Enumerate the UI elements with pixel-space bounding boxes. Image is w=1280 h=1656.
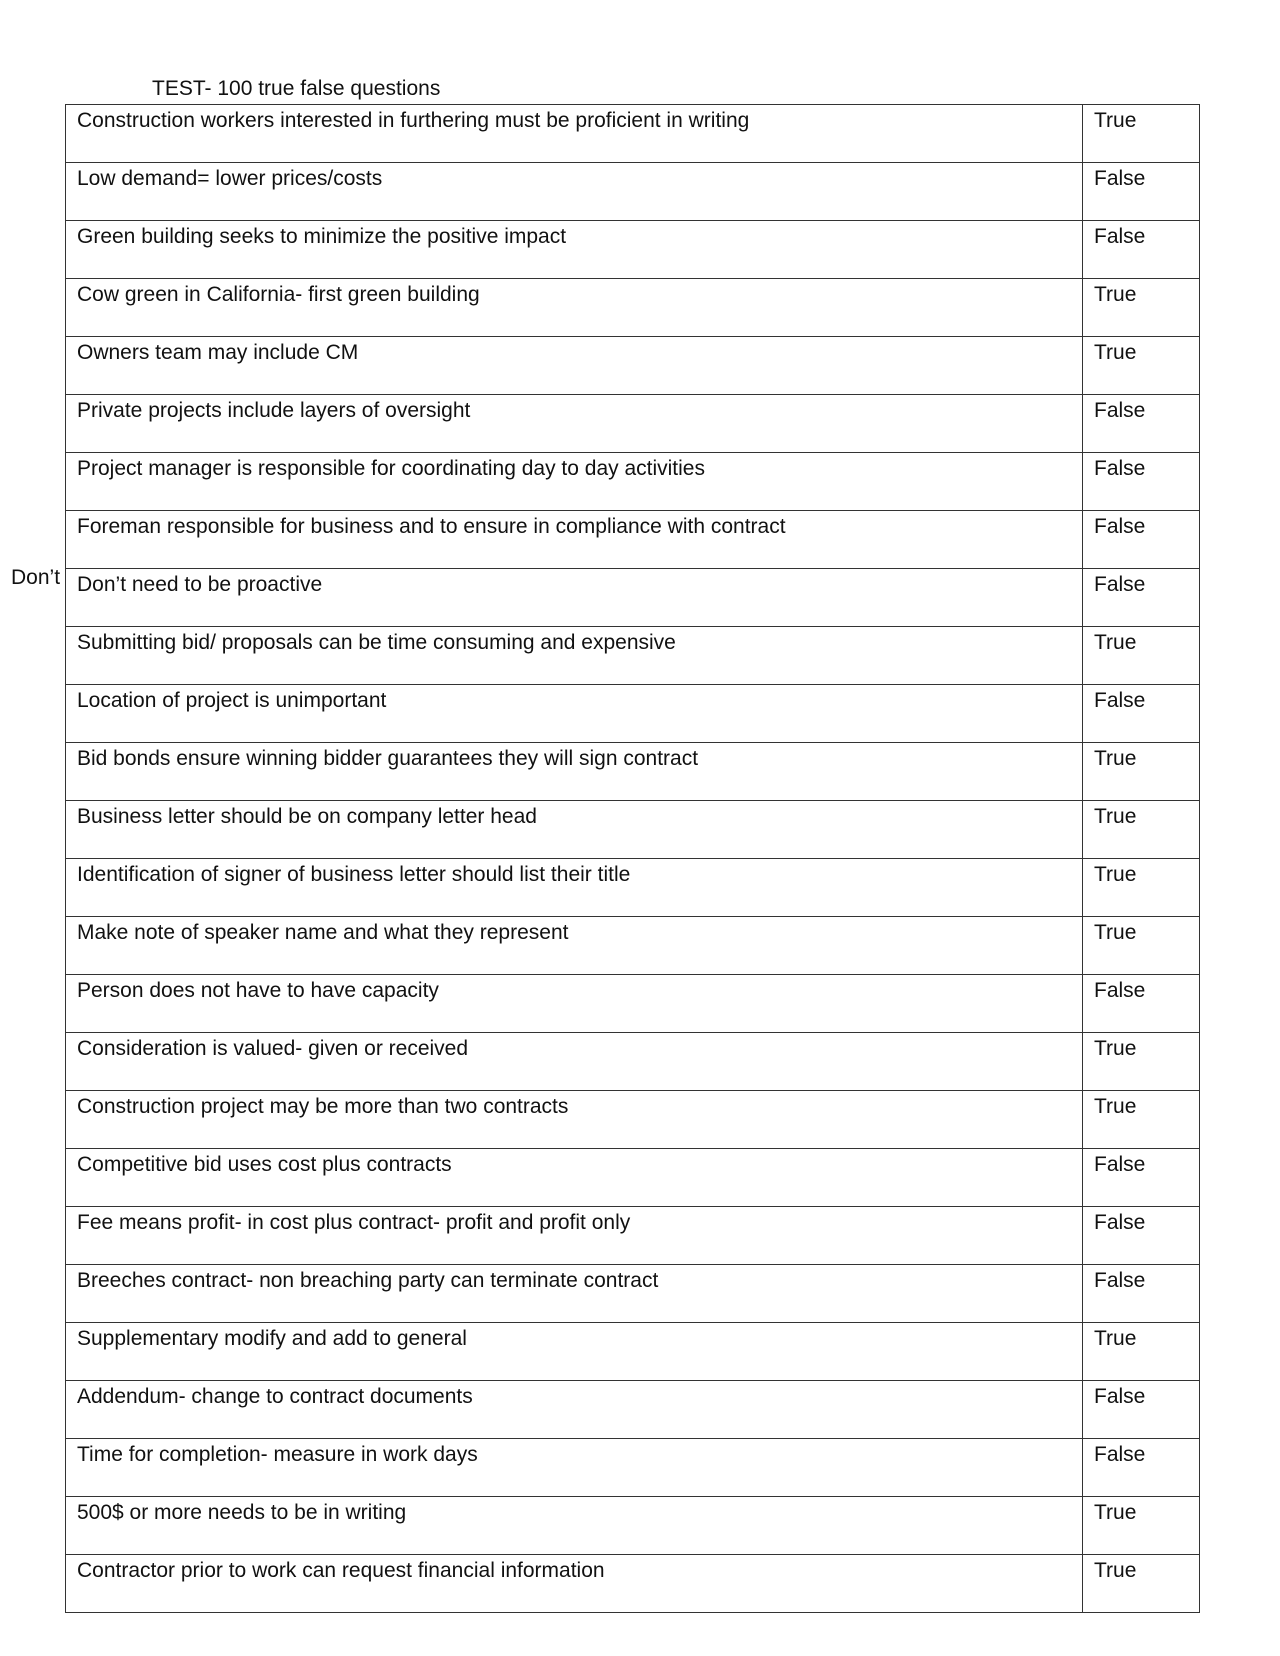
answer-text: True xyxy=(1094,863,1137,886)
answer-cell xyxy=(1083,1323,1200,1381)
question-cell xyxy=(66,221,1083,279)
answer-cell xyxy=(1083,1207,1200,1265)
answer-text: True xyxy=(1094,109,1137,132)
table-row xyxy=(66,1265,1200,1323)
answer-cell xyxy=(1083,1555,1200,1613)
answer-text: False xyxy=(1094,399,1146,422)
question-text: Construction project may be more than two contracts xyxy=(77,1095,569,1118)
table-row xyxy=(66,453,1200,511)
answer-cell xyxy=(1083,511,1200,569)
table-row xyxy=(66,163,1200,221)
answer-cell xyxy=(1083,1149,1200,1207)
question-cell xyxy=(66,627,1083,685)
table-row xyxy=(66,859,1200,917)
question-cell xyxy=(66,1381,1083,1439)
question-text: 500$ or more needs to be in writing xyxy=(77,1501,407,1524)
question-cell xyxy=(66,685,1083,743)
answer-text: False xyxy=(1094,1385,1146,1408)
question-text: Owners team may include CM xyxy=(77,341,359,364)
answer-cell xyxy=(1083,743,1200,801)
table-row xyxy=(66,1555,1200,1613)
table-row xyxy=(66,279,1200,337)
margin-note: Don’t xyxy=(11,566,61,589)
question-text: Supplementary modify and add to general xyxy=(77,1327,467,1350)
answer-cell xyxy=(1083,569,1200,627)
answer-text: True xyxy=(1094,341,1137,364)
answer-text: True xyxy=(1094,921,1137,944)
answer-cell xyxy=(1083,1091,1200,1149)
question-text: Don’t need to be proactive xyxy=(77,573,323,596)
answer-cell xyxy=(1083,395,1200,453)
answer-text: False xyxy=(1094,979,1146,1002)
answer-text: True xyxy=(1094,1501,1137,1524)
question-cell xyxy=(66,511,1083,569)
table-row xyxy=(66,337,1200,395)
question-cell xyxy=(66,1149,1083,1207)
answer-cell xyxy=(1083,163,1200,221)
question-cell xyxy=(66,859,1083,917)
question-cell xyxy=(66,337,1083,395)
question-cell xyxy=(66,1265,1083,1323)
question-table-body xyxy=(66,105,1200,1613)
answer-text: False xyxy=(1094,457,1146,480)
answer-text: True xyxy=(1094,631,1137,654)
answer-cell xyxy=(1083,1497,1200,1555)
question-text: Foreman responsible for business and to ensure in compliance with contract xyxy=(77,515,786,538)
question-cell xyxy=(66,569,1083,627)
answer-text: True xyxy=(1094,1037,1137,1060)
answer-cell xyxy=(1083,917,1200,975)
table-row xyxy=(66,1149,1200,1207)
table-row xyxy=(66,627,1200,685)
answer-text: True xyxy=(1094,283,1137,306)
question-text: Cow green in California- first green building xyxy=(77,283,480,306)
document-title: TEST- 100 true false questions xyxy=(152,77,441,100)
question-cell xyxy=(66,105,1083,163)
question-text: Construction workers interested in furthering must be proficient in writing xyxy=(77,109,750,132)
answer-text: False xyxy=(1094,515,1146,538)
table-row xyxy=(66,1207,1200,1265)
question-cell xyxy=(66,917,1083,975)
question-cell xyxy=(66,395,1083,453)
table-row xyxy=(66,801,1200,859)
answer-cell xyxy=(1083,221,1200,279)
answer-cell xyxy=(1083,279,1200,337)
answer-text: False xyxy=(1094,1443,1146,1466)
answer-text: True xyxy=(1094,747,1137,770)
answer-text: True xyxy=(1094,1559,1137,1582)
question-text: Identification of signer of business letter should list their title xyxy=(77,863,631,886)
answer-cell xyxy=(1083,105,1200,163)
answer-cell xyxy=(1083,627,1200,685)
question-text: Submitting bid/ proposals can be time consuming and expensive xyxy=(77,631,676,654)
question-cell xyxy=(66,975,1083,1033)
question-text: Fee means profit- in cost plus contract- profit and profit only xyxy=(77,1211,631,1234)
answer-text: False xyxy=(1094,167,1146,190)
question-cell xyxy=(66,163,1083,221)
answer-text: False xyxy=(1094,1211,1146,1234)
table-row xyxy=(66,1381,1200,1439)
table-row xyxy=(66,1323,1200,1381)
question-cell xyxy=(66,453,1083,511)
answer-text: False xyxy=(1094,1269,1146,1292)
question-cell xyxy=(66,279,1083,337)
answer-text: True xyxy=(1094,1095,1137,1118)
question-table xyxy=(65,104,1200,1613)
answer-text: False xyxy=(1094,1153,1146,1176)
table-row xyxy=(66,395,1200,453)
question-text: Consideration is valued- given or received xyxy=(77,1037,469,1060)
question-cell xyxy=(66,1207,1083,1265)
answer-cell xyxy=(1083,1439,1200,1497)
question-text: Project manager is responsible for coordinating day to day activities xyxy=(77,457,705,480)
question-cell xyxy=(66,1033,1083,1091)
answer-text: False xyxy=(1094,225,1146,248)
question-text: Make note of speaker name and what they represent xyxy=(77,921,569,944)
answer-cell xyxy=(1083,801,1200,859)
table-row xyxy=(66,917,1200,975)
answer-cell xyxy=(1083,685,1200,743)
question-cell xyxy=(66,1497,1083,1555)
table-row xyxy=(66,221,1200,279)
answer-text: True xyxy=(1094,1327,1137,1350)
answer-cell xyxy=(1083,337,1200,395)
table-row xyxy=(66,1439,1200,1497)
question-cell xyxy=(66,801,1083,859)
answer-cell xyxy=(1083,1265,1200,1323)
table-row xyxy=(66,1091,1200,1149)
answer-text: False xyxy=(1094,689,1146,712)
table-row xyxy=(66,105,1200,163)
question-text: Green building seeks to minimize the positive impact xyxy=(77,225,567,248)
question-cell xyxy=(66,1091,1083,1149)
answer-cell xyxy=(1083,859,1200,917)
question-text: Location of project is unimportant xyxy=(77,689,387,712)
question-cell xyxy=(66,1555,1083,1613)
table-row xyxy=(66,1497,1200,1555)
table-row xyxy=(66,569,1200,627)
question-text: Business letter should be on company letter head xyxy=(77,805,537,828)
table-row xyxy=(66,685,1200,743)
question-cell xyxy=(66,1323,1083,1381)
table-row xyxy=(66,511,1200,569)
question-cell xyxy=(66,1439,1083,1497)
question-text: Competitive bid uses cost plus contracts xyxy=(77,1153,452,1176)
table-row xyxy=(66,743,1200,801)
table-row xyxy=(66,975,1200,1033)
question-text: Addendum- change to contract documents xyxy=(77,1385,473,1408)
question-text: Person does not have to have capacity xyxy=(77,979,439,1002)
answer-cell xyxy=(1083,453,1200,511)
answer-text: True xyxy=(1094,805,1137,828)
question-cell xyxy=(66,743,1083,801)
answer-cell xyxy=(1083,1033,1200,1091)
question-text: Time for completion- measure in work days xyxy=(77,1443,478,1466)
answer-cell xyxy=(1083,1381,1200,1439)
question-text: Contractor prior to work can request financial information xyxy=(77,1559,605,1582)
question-text: Low demand= lower prices/costs xyxy=(77,167,383,190)
question-text: Bid bonds ensure winning bidder guarantees they will sign contract xyxy=(77,747,699,770)
answer-text: False xyxy=(1094,573,1146,596)
table-row xyxy=(66,1033,1200,1091)
question-text: Breeches contract- non breaching party can terminate contract xyxy=(77,1269,659,1292)
answer-cell xyxy=(1083,975,1200,1033)
question-text: Private projects include layers of oversight xyxy=(77,399,471,422)
